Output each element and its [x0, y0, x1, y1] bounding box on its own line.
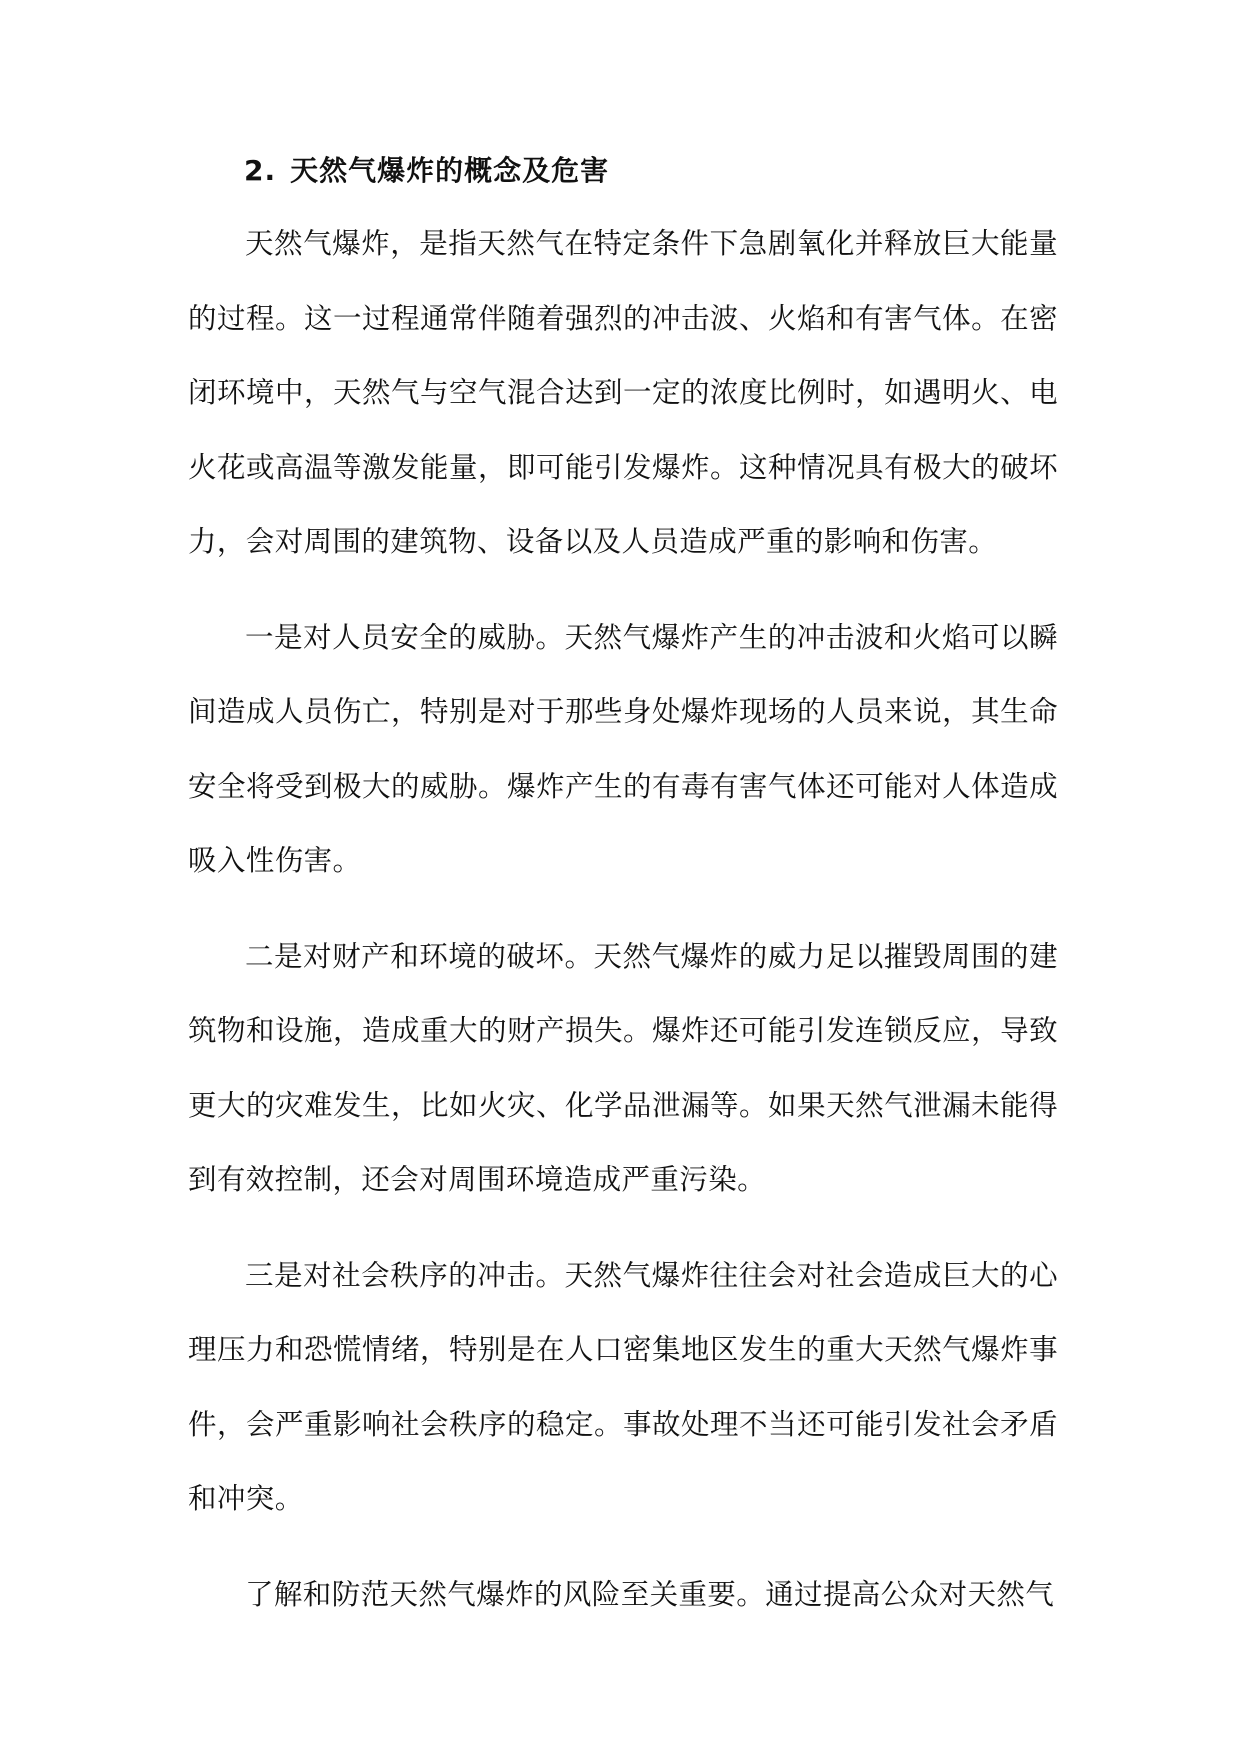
paragraph-prevention: 了解和防范天然气爆炸的风险至关重要。通过提高公众对天然气	[245, 1577, 1055, 1611]
paragraph-social-order: 三是对社会秩序的冲击。天然气爆炸往往会对社会造成巨大的心理压力和恐慌情绪，特别是在人口密集地区发生的重大天然气爆炸事件，会严重影响社会秩序的稳定。事故处理不当还可能引发社会矛盾和冲突。	[188, 1258, 1058, 1515]
paragraph-personnel-safety: 一是对人员安全的威胁。天然气爆炸产生的冲击波和火焰可以瞬间造成人员伤亡，特别是对于那些身处爆炸现场的人员来说，其生命安全将受到极大的威胁。爆炸产生的有毒有害气体还可能对人体造成吸入性伤害。	[188, 620, 1058, 877]
section-heading	[188, 145, 1058, 197]
document-body	[188, 145, 1058, 1632]
paragraph-definition: 天然气爆炸，是指天然气在特定条件下急剧氧化并释放巨大能量的过程。这一过程通常伴随着强烈的冲击波、火焰和有害气体。在密闭环境中，天然气与空气混合达到一定的浓度比例时，如遇明火、电火花或高温等激发能量，即可能引发爆炸。这种情况具有极大的破坏力，会对周围的建筑物、设备以及人员造成严重的影响和伤害。	[188, 227, 1058, 558]
paragraph-property-environment: 二是对财产和环境的破坏。天然气爆炸的威力足以摧毁周围的建筑物和设施，造成重大的财产损失。爆炸还可能引发连锁反应，导致更大的灾难发生，比如火灾、化学品泄漏等。如果天然气泄漏未能得到有效控制，还会对周围环境造成严重污染。	[188, 939, 1058, 1196]
section-number: 2.	[244, 154, 277, 187]
section-title: 天然气爆炸的概念及危害	[290, 154, 610, 187]
